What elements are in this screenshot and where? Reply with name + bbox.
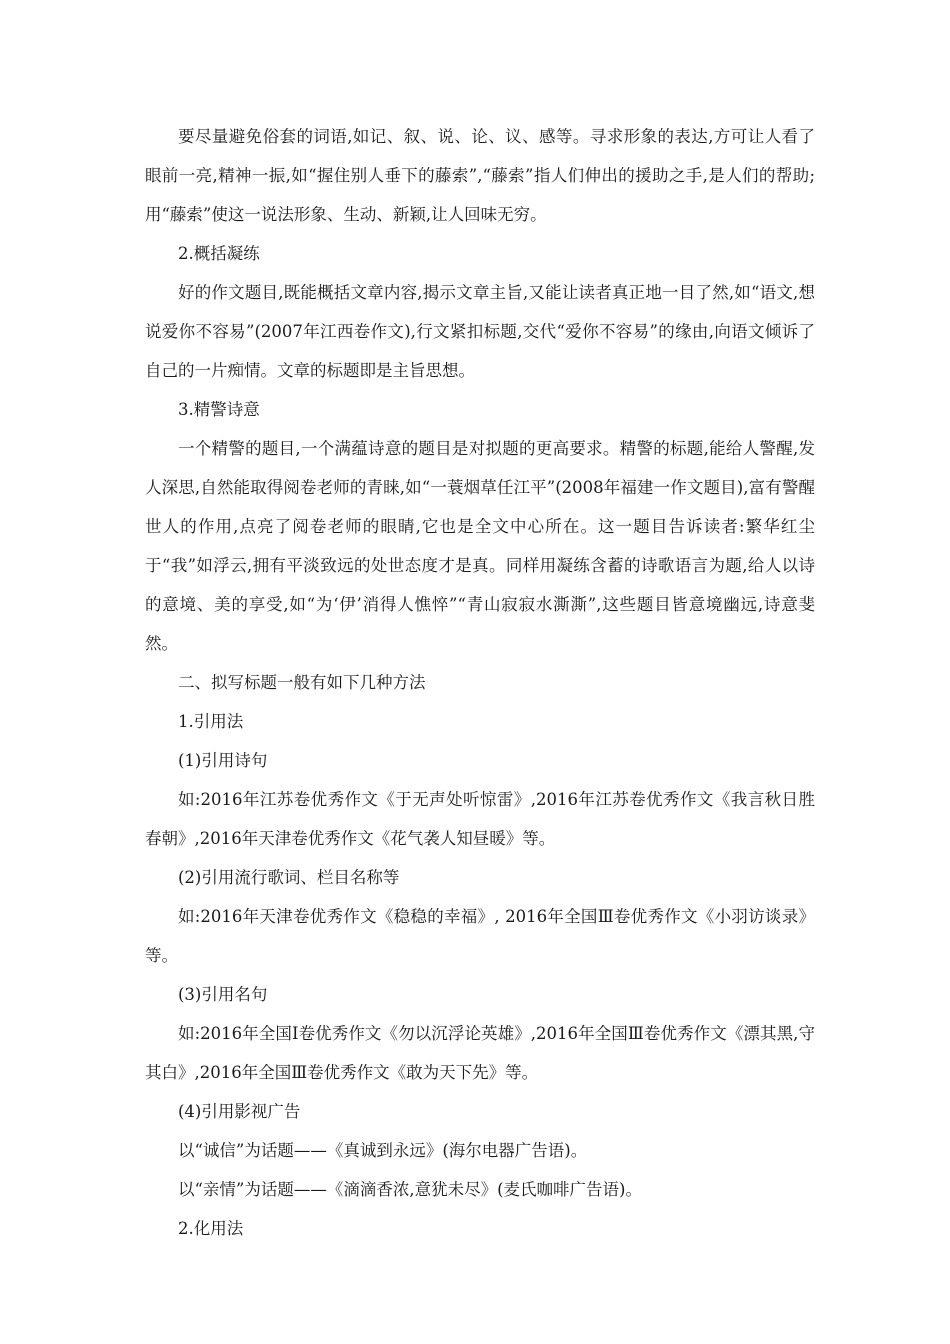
subheading-cite-lyrics: (2)引用流行歌词、栏目名称等 xyxy=(178,868,400,887)
subheading-cite-quotes: (3)引用名句 xyxy=(178,985,268,1004)
paragraph-avoid-cliches: 要尽量避免俗套的词语,如记、叙、说、论、议、感等。寻求形象的表达,方可让人看了眼前一亮,精神一振,如“握住别人垂下的藤索”,“藤索”指人们伸出的援助之手,是人们的帮助;用“藤索”使这一说法形象、生动、新颖,让人回味无穷。 xyxy=(145,127,815,224)
paragraph-concise: 好的作文题目,既能概括文章内容,揭示文章主旨,又能让读者真正地一目了然,如“语文,想说爱你不容易”(2007年江西卷作文),行文紧扣标题,交代“爱你不容易”的缘由,向语文倾诉了自己的一片痴情。文章的标题即是主旨思想。 xyxy=(145,283,815,380)
paragraph-cite-quotes: 如:2016年全国Ⅰ卷优秀作文《勿以沉浮论英雄》,2016年全国Ⅲ卷优秀作文《漂其黑,守其白》,2016年全国Ⅲ卷优秀作文《敢为天下先》等。 xyxy=(145,1024,815,1082)
paragraph-cite-poems: 如:2016年江苏卷优秀作文《于无声处听惊雷》,2016年江苏卷优秀作文《我言秋日胜春朝》,2016年天津卷优秀作文《花气袭人知昼暖》等。 xyxy=(145,790,815,848)
heading-citation-method: 1.引用法 xyxy=(178,712,244,731)
paragraph-ad-integrity: 以“诚信”为话题——《真诚到永远》(海尔电器广告语)。 xyxy=(178,1141,588,1160)
heading-concise: 2.概括凝练 xyxy=(178,244,260,263)
subheading-cite-poems: (1)引用诗句 xyxy=(178,751,268,770)
paragraph-poetic: 一个精警的题目,一个满蕴诗意的题目是对拟题的更高要求。精警的标题,能给人警醒,发人深思,自然能取得阅卷老师的青睐,如“一蓑烟草任江平”(2008年福建一作文题目),富有警醒世人的作用,点亮了阅卷老师的眼睛,它也是全文中心所在。这一题目告诉读者:繁华红尘于“我”如浮云,拥有平淡致远的处世态度才是真。同样用凝练含蓄的诗歌语言为题,给人以诗的意境、美的享受,如“为‘伊’消得人憔悴”“青山寂寂水澌澌”,这些题目皆意境幽远,诗意斐然。 xyxy=(145,439,815,653)
paragraph-cite-lyrics: 如:2016年天津卷优秀作文《稳稳的幸福》, 2016年全国Ⅲ卷优秀作文《小羽访谈录》等。 xyxy=(145,907,815,965)
heading-poetic: 3.精警诗意 xyxy=(178,400,260,419)
paragraph-ad-family: 以“亲情”为话题——《滴滴香浓,意犹未尽》(麦氏咖啡广告语)。 xyxy=(178,1180,642,1199)
subheading-cite-ads: (4)引用影视广告 xyxy=(178,1102,301,1121)
heading-adaptation-method: 2.化用法 xyxy=(178,1219,244,1238)
section-title-methods: 二、拟写标题一般有如下几种方法 xyxy=(178,673,426,692)
